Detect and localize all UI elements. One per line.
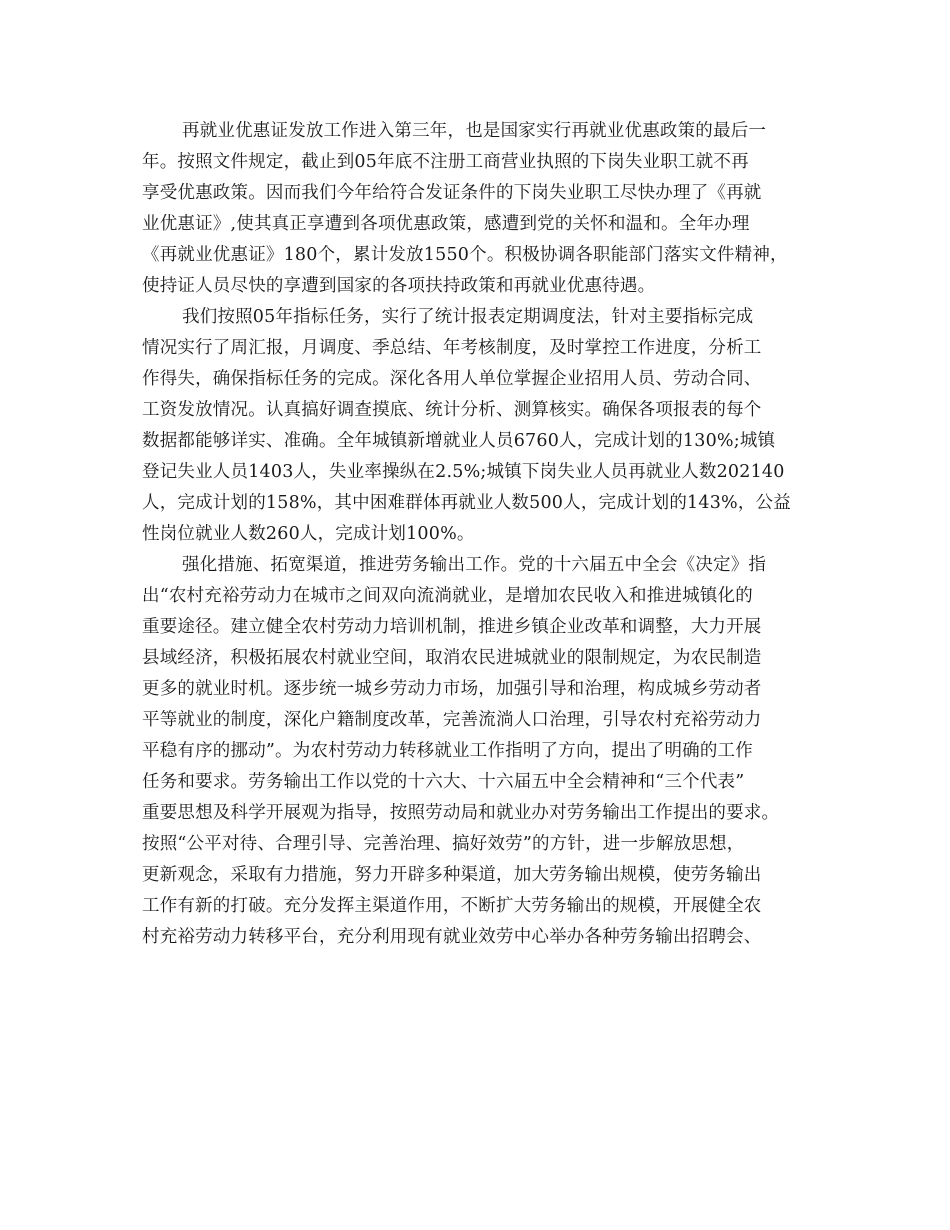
text-line: 作得失，确保指标任务的完成。深化各用人单位掌握企业招用人员、劳动合同、 [142, 369, 762, 389]
text-line: 《再就业优惠证》180个，累计发放1550个。积极协调各职能部门落实文件精神， [142, 245, 788, 265]
text-line: 工作有新的打破。充分发挥主渠道作用，不断扩大劳务输出的规模，开展健全农 [142, 896, 762, 916]
text-line: 更新观念，采取有力措施，努力开辟多种渠道，加大劳务输出规模，使劳务输出 [142, 865, 762, 885]
text-line: 再就业优惠证发放工作进入第三年，也是国家实行再就业优惠政策的最后一 [182, 121, 767, 141]
text-line: 重要思想及科学开展观为指导，按照劳动局和就业办对劳务输出工作提出的要求。 [142, 803, 780, 823]
text-line: 任务和要求。劳务输出工作以党的十六大、十六届五中全会精神和“三个代表” [142, 772, 745, 792]
paragraph-preferential-certificate [142, 116, 812, 302]
text-line: 村充裕劳动力转移平台，充分利用现有就业效劳中心举办各种劳务输出招聘会、 [142, 927, 762, 947]
text-line: 人，完成计划的158%，其中困难群体再就业人数500人，完成计划的143%，公益 [142, 493, 791, 513]
paragraph-statistics-targets [142, 302, 812, 550]
text-line: 平等就业的制度，深化户籍制度改革，完善流淌人口治理，引导农村充裕劳动力 [142, 710, 762, 730]
text-line: 更多的就业时机。逐步统一城乡劳动力市场，加强引导和治理，构成城乡劳动者 [142, 679, 762, 699]
text-line: 县域经济，积极拓展农村就业空间，取消农民进城就业的限制规定，为农民制造 [142, 648, 762, 668]
text-line: 数据都能够详实、准确。全年城镇新增就业人员6760人，完成计划的130%;城镇 [142, 431, 776, 451]
text-line: 强化措施、拓宽渠道，推进劳务输出工作。党的十六届五中全会《决定》指 [182, 555, 767, 575]
text-line: 重要途径。建立健全农村劳动力培训机制，推进乡镇企业改革和调整，大力开展 [142, 617, 762, 637]
text-line: 平稳有序的挪动”。为农村劳动力转移就业工作指明了方向，提出了明确的工作 [142, 741, 753, 761]
text-line: 性岗位就业人数260人，完成计划100%。 [142, 524, 475, 544]
text-line: 使持证人员尽快的享遭到国家的各项扶持政策和再就业优惠待遇。 [142, 276, 656, 296]
text-line: 出“农村充裕劳动力在城市之间双向流淌就业，是增加农民收入和推进城镇化的 [142, 586, 753, 606]
text-line: 我们按照05年指标任务，实行了统计报表定期调度法，针对主要指标完成 [182, 307, 754, 327]
text-line: 登记失业人员1403人，失业率操纵在2.5%;城镇下岗失业人员再就业人数202140 [142, 462, 785, 482]
text-line: 按照“公平对待、合理引导、完善治理、搞好效劳”的方针，进一步解放思想， [142, 834, 745, 854]
text-line: 业优惠证》,使其真正享遭到各项优惠政策，感遭到党的关怀和温和。全年办理 [142, 214, 750, 234]
paragraph-labor-export [142, 550, 812, 953]
text-line: 年。按照文件规定，截止到05年底不注册工商营业执照的下岗失业职工就不再 [142, 152, 749, 172]
text-line: 情况实行了周汇报，月调度、季总结、年考核制度，及时掌控工作进度，分析工 [142, 338, 762, 358]
text-line: 享受优惠政策。因而我们今年给符合发证条件的下岗失业职工尽快办理了《再就 [142, 183, 762, 203]
document-body [142, 116, 812, 953]
text-line: 工资发放情况。认真搞好调查摸底、统计分析、测算核实。确保各项报表的每个 [142, 400, 762, 420]
